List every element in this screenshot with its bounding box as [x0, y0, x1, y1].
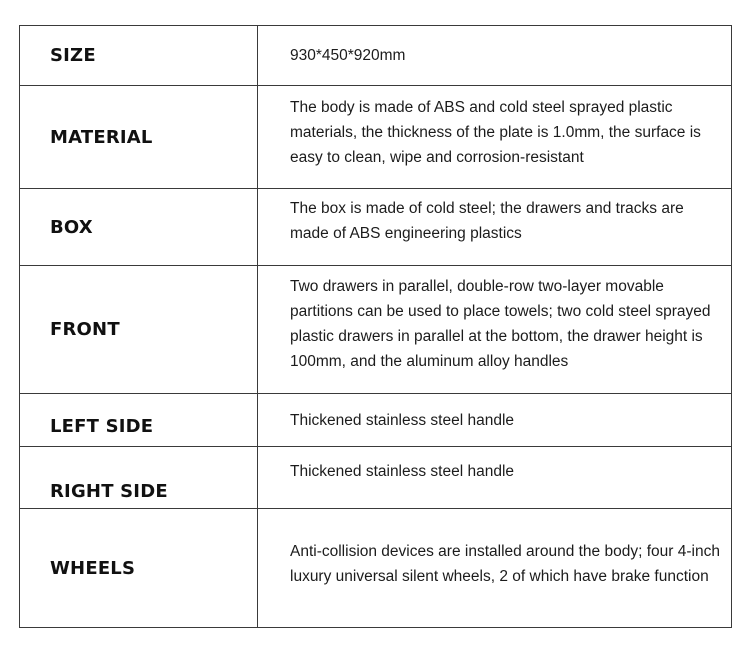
spec-value-box — [258, 189, 732, 266]
spec-label-wheels — [20, 509, 258, 628]
spec-row-wheels — [20, 509, 732, 628]
spec-value-material-text: The body is made of ABS and cold steel sprayed plastic materials, the thickness of the plate is 1.0mm, the surface is easy to clean, wipe and corrosion-resistant — [290, 98, 701, 166]
spec-label-front-text: FRONT — [50, 319, 120, 340]
spec-label-box — [20, 189, 258, 266]
spec-value-front-text: Two drawers in parallel, double-row two-layer movable partitions can be used to place towels; two cold steel sprayed plastic drawers in parallel at the bottom, the drawer height is 100mm, and the aluminum alloy handles — [290, 277, 711, 370]
spec-value-right-side — [258, 447, 732, 509]
spec-value-right-side-text: Thickened stainless steel handle — [290, 463, 515, 480]
spec-label-right-side-text: RIGHT SIDE — [50, 481, 168, 502]
spec-value-wheels — [258, 509, 732, 628]
spec-label-left-side — [20, 394, 258, 447]
spec-value-material — [258, 86, 732, 189]
spec-row-size — [20, 26, 732, 86]
spec-label-material — [20, 86, 258, 189]
spec-label-front — [20, 266, 258, 394]
spec-value-box-text: The box is made of cold steel; the drawers and tracks are made of ABS engineering plastics — [290, 200, 684, 242]
spec-label-box-text: BOX — [50, 216, 93, 238]
spec-value-left-side — [258, 394, 732, 447]
spec-label-left-side-text: LEFT SIDE — [50, 415, 154, 437]
spec-row-right-side — [20, 447, 732, 509]
spec-row-material — [20, 86, 732, 189]
spec-value-size-text: 930*450*920mm — [290, 47, 406, 64]
spec-table — [19, 25, 732, 628]
spec-value-wheels-text: Anti-collision devices are installed around the body; four 4-inch luxury universal silent wheels, 2 of which have brake function — [290, 543, 720, 585]
spec-label-right-side — [20, 447, 258, 509]
spec-value-front — [258, 266, 732, 394]
spec-row-box — [20, 189, 732, 266]
spec-label-material-text: MATERIAL — [50, 126, 153, 148]
spec-label-size — [20, 26, 258, 86]
spec-value-left-side-text: Thickened stainless steel handle — [290, 411, 515, 429]
spec-label-size-text: SIZE — [50, 45, 96, 66]
spec-value-size — [258, 26, 732, 86]
spec-row-left-side — [20, 394, 732, 447]
spec-label-wheels-text: WHEELS — [50, 557, 136, 579]
spec-row-front — [20, 266, 732, 394]
